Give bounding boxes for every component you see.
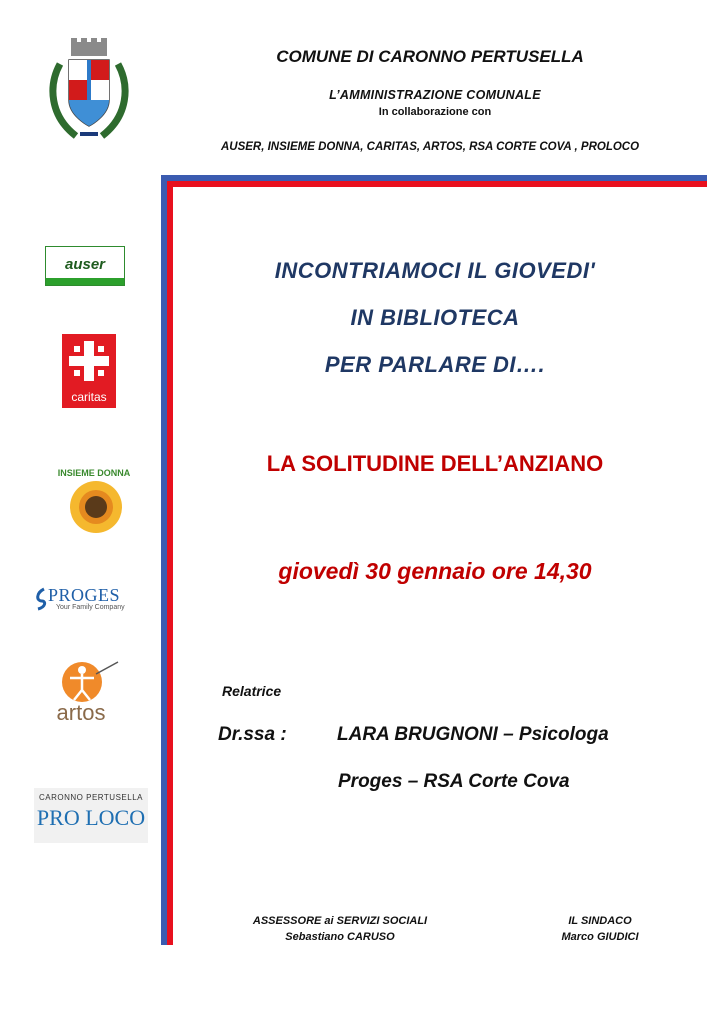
insieme-donna-logo xyxy=(46,468,142,534)
speaker-name: LARA BRUGNONI – Psicologa xyxy=(337,724,609,745)
mayor-name: Marco GIUDICI xyxy=(561,931,639,943)
speaker-title: Dr.ssa : xyxy=(218,724,287,745)
partners-list: AUSER, INSIEME DONNA, CARITAS, ARTOS, RSA CORTE COVA , PROLOCO xyxy=(220,141,640,153)
insieme-donna-text: INSIEME DONNA xyxy=(57,468,131,478)
caritas-logo-text: caritas xyxy=(71,390,107,404)
event-date: giovedì 30 gennaio ore 14,30 xyxy=(278,558,592,584)
municipality-title: COMUNE DI CARONNO PERTUSELLA xyxy=(276,47,584,66)
frame-top-red xyxy=(167,181,707,187)
assessor-name: Sebastiano CARUSO xyxy=(285,931,395,943)
proloco-name: PRO LOCO xyxy=(36,805,146,830)
proloco-top-text: CARONNO PERTUSELLA xyxy=(39,793,143,802)
event-line-2: IN BIBLIOTECA xyxy=(350,305,520,330)
artos-figure-icon xyxy=(52,656,122,706)
auser-logo-text: auser xyxy=(64,256,106,273)
proges-name: PROGES xyxy=(48,585,121,605)
event-line-3: PER PARLARE DI…. xyxy=(324,352,546,377)
auser-logo xyxy=(45,246,125,286)
proges-tagline: Your Family Company xyxy=(56,604,125,611)
frame-left-red xyxy=(167,181,173,945)
proloco-logo xyxy=(34,788,148,843)
event-topic: LA SOLITUDINE DELL’ANZIANO xyxy=(266,451,604,476)
speaker-organization: Proges – RSA Corte Cova xyxy=(338,771,570,792)
administration-heading: L’AMMINISTRAZIONE COMUNALE xyxy=(329,88,541,102)
assessor-role: ASSESSORE ai SERVIZI SOCIALI xyxy=(252,915,428,927)
collaboration-text: In collaborazione con xyxy=(378,106,492,118)
caritas-cross-icon xyxy=(62,334,116,388)
artos-logo xyxy=(46,656,130,736)
artos-text: artos xyxy=(56,700,106,725)
coat-of-arms-icon xyxy=(46,36,132,146)
proges-swirl-icon xyxy=(34,587,48,611)
proges-logo xyxy=(34,585,140,615)
event-line-1: INCONTRIAMOCI IL GIOVEDI' xyxy=(274,258,596,283)
mayor-role: IL SINDACO xyxy=(568,915,632,927)
sunflower-icon xyxy=(69,480,123,534)
speaker-label: Relatrice xyxy=(222,683,282,699)
caritas-logo xyxy=(62,334,116,408)
